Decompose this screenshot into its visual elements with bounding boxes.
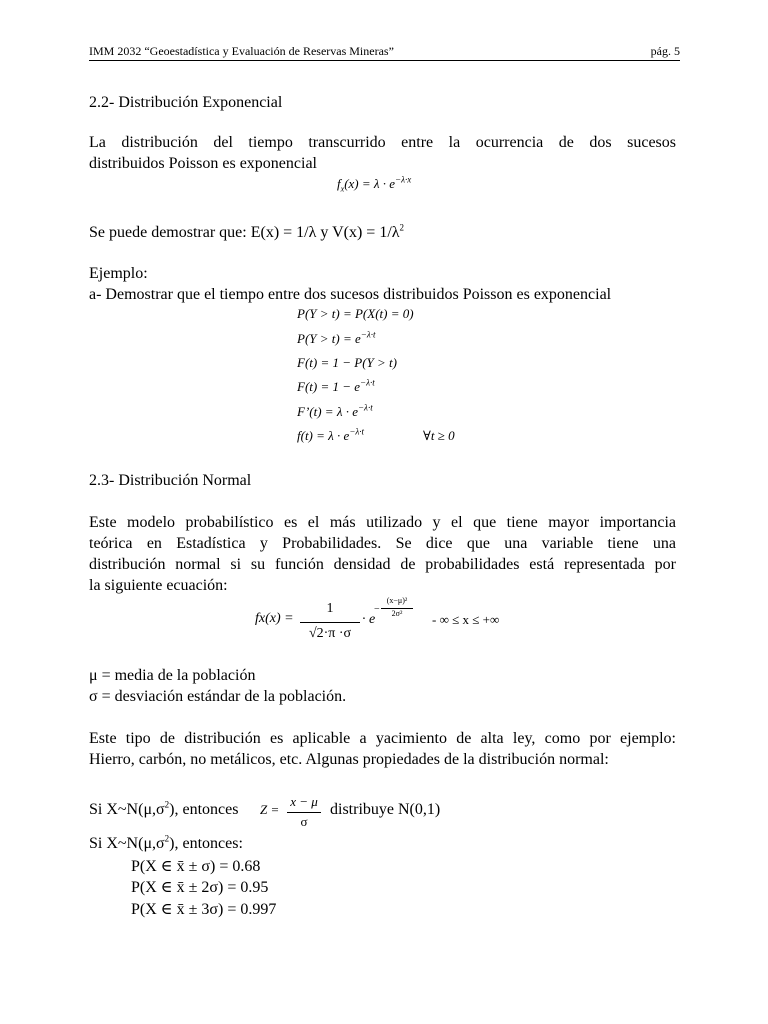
derivation-step-4: $F(t) = 1 - e^{-\lambda\cdot t}$ (297, 377, 375, 394)
normal-apply-line2: Hierro, carbón, no metálicos, etc. Algunas propiedades de la distribución normal: (89, 751, 609, 768)
example-label: Ejemplo: (89, 265, 148, 282)
normal-pdf-exp-minus: − (374, 604, 380, 615)
z-numerator: x − μ (290, 794, 318, 809)
z-denominator: σ (300, 814, 308, 829)
exp-moments: Se puede demostrar que: E(x) = 1/λ y $V(x) = 1/\lambda^2$ (89, 222, 405, 241)
exp-pdf-formula: $f_x(x) = \lambda \cdot e^{-\lambda\cdot x}$ (337, 174, 412, 194)
example-a-statement: a- Demostrar que el tiempo entre dos sucesos distribuidos Poisson es exponencial (89, 286, 612, 303)
z-lhs: Z = (260, 802, 280, 817)
z-statement-prefix: Si $X\sim N(\mu,\sigma^2)$, entonces (89, 799, 239, 818)
derivation-step-2: $P(Y > t) = e^{-\lambda\cdot t}$ (297, 329, 376, 346)
page-number: pág. 5 (650, 44, 680, 58)
normal-pdf-numerator: 1 (326, 601, 334, 616)
derivation-step-5: F’(t) = $\lambda \cdot e^{-\lambda\cdot t}$ (297, 402, 373, 419)
normal-pdf-exp-numerator: (x−μ)² (386, 596, 408, 605)
prob-one-sigma: P(X ∈ x̄ ± σ) = 0.68 (131, 858, 261, 875)
normal-range: - ∞ ≤ x ≤ +∞ (432, 612, 500, 627)
z-statement-suffix: distribuye N(0,1) (330, 801, 441, 818)
sigma-definition: σ = desviación estándar de la población. (89, 688, 347, 705)
derivation-step-6: $f(t) = \lambda \cdot e^{-\lambda\cdot t}$ (297, 426, 365, 443)
running-header-title: IMM 2032 “Geoestadística y Evaluación de Reservas Mineras” (89, 44, 394, 58)
normal-pdf-denominator: √2·π ·σ (308, 626, 352, 641)
normal-apply-line1: Este tipo de distribución es aplicable a yacimiento de alta ley, como por ejemplo: (89, 730, 676, 747)
normal-paragraph-line2: teórica en Estadística y Probabilidades. Se dice que una variable tiene una (89, 535, 676, 552)
normal-paragraph-line1: Este modelo probabilístico es el más utilizado y el que tiene mayor importancia (89, 514, 676, 531)
normal-pdf-exp-denominator: 2σ² (391, 609, 403, 618)
forall-condition: ∀t ≥ 0 (423, 428, 455, 443)
normal-paragraph-line4: la siguiente ecuación: (89, 577, 228, 594)
exp-paragraph-line1: La distribución del tiempo transcurrido entre la ocurrencia de dos sucesos (89, 134, 676, 151)
normal-paragraph-line3: distribución normal si su función densidad de probabilidades está representada por (89, 556, 676, 573)
z-fraction-bar (287, 812, 321, 813)
mu-definition: μ = media de la población (89, 667, 256, 684)
prob-two-sigma: P(X ∈ x̄ ± 2σ) = 0.95 (131, 879, 269, 896)
header-rule (89, 60, 680, 61)
normal-pdf-lhs: fx(x) = (255, 611, 294, 626)
exp-paragraph-line2: distribuidos Poisson es exponencial (89, 155, 317, 172)
derivation-step-3: F(t) = 1 − P(Y > t) (297, 355, 397, 370)
prob-three-sigma: P(X ∈ x̄ ± 3σ) = 0.997 (131, 901, 277, 918)
section-title-normal: 2.3- Distribución Normal (89, 472, 252, 489)
properties-intro: Si $X\sim N(\mu,\sigma^2)$, entonces: (89, 833, 243, 852)
normal-pdf-exp-base: · e (362, 612, 376, 627)
normal-pdf-fraction-bar (300, 622, 360, 623)
derivation-step-1: P(Y > t) = P(X(t) = 0) (297, 306, 414, 321)
section-title-exponential: 2.2- Distribución Exponencial (89, 94, 283, 111)
